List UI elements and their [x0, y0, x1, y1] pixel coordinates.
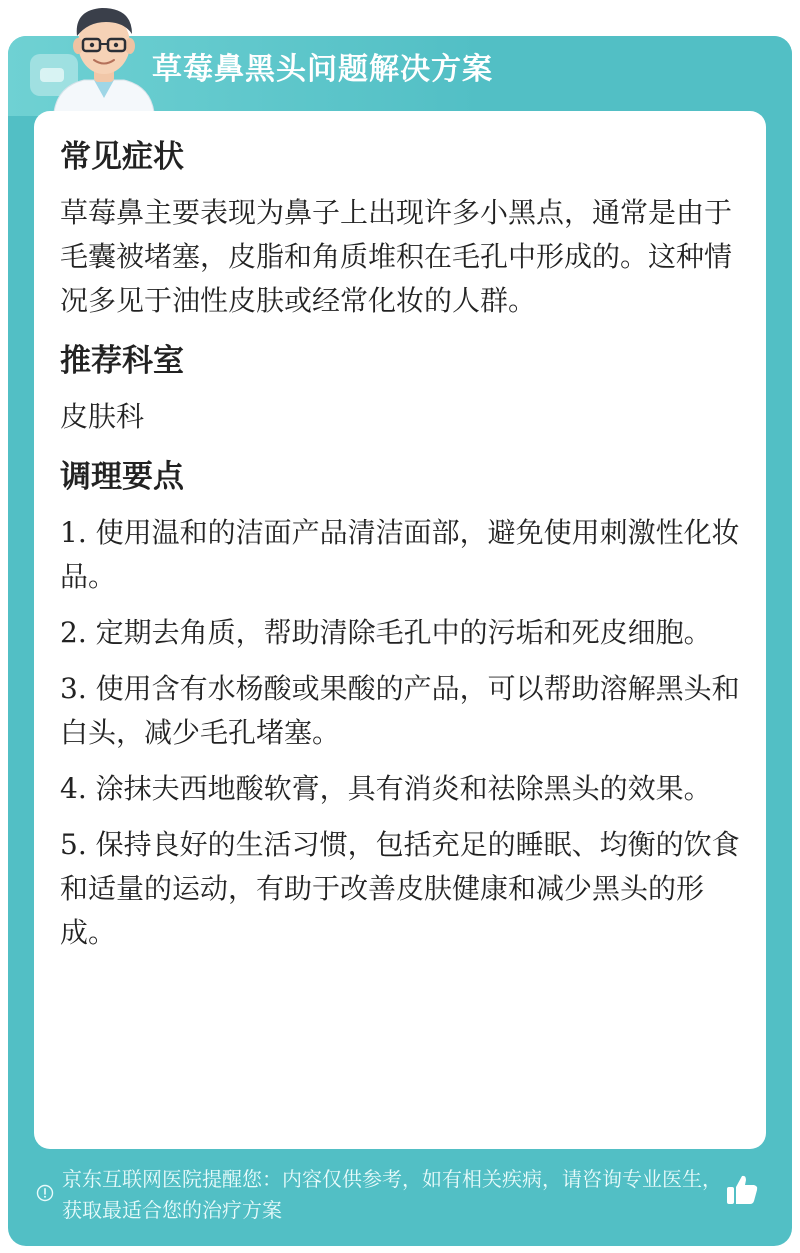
- thumbs-up-icon[interactable]: [724, 1172, 760, 1208]
- doctor-avatar-icon: [44, 0, 164, 112]
- list-item-text: 定期去角质，帮助清除毛孔中的污垢和死皮细胞。: [86, 616, 712, 649]
- list-item-text: 保持良好的生活习惯，包括充足的睡眠、均衡的饮食和适量的运动，有助于改善皮肤健康和减少黑头的形成。: [60, 828, 740, 949]
- list-item: [60, 767, 740, 811]
- section-title-care: 调理要点: [60, 459, 184, 495]
- list-item-text: 使用温和的洁面产品清洁面部，避免使用刺激性化妆品。: [60, 516, 740, 593]
- info-icon: [36, 1184, 54, 1202]
- department-text: 皮肤科: [60, 400, 145, 433]
- list-item-number: 1.: [60, 516, 87, 549]
- list-item-text: 使用含有水杨酸或果酸的产品，可以帮助溶解黑头和白头，减少毛孔堵塞。: [60, 672, 740, 749]
- list-item-number: 2.: [60, 616, 87, 649]
- list-item-number: 5.: [60, 828, 87, 861]
- list-item-number: 4.: [60, 772, 87, 805]
- symptoms-text: 草莓鼻主要表现为鼻子上出现许多小黑点，通常是由于毛囊被堵塞，皮脂和角质堆积在毛孔中形成的。这种情况多见于油性皮肤或经常化妆的人群。: [60, 196, 733, 317]
- section-title-department: 推荐科室: [60, 343, 184, 379]
- page-title: 草莓鼻黑头问题解决方案: [152, 52, 493, 87]
- list-item-number: 3.: [60, 672, 87, 705]
- list-item: [60, 511, 740, 599]
- list-item: [60, 611, 740, 655]
- list-item-text: 涂抹夫西地酸软膏，具有消炎和祛除黑头的效果。: [86, 772, 712, 805]
- list-item: [60, 823, 740, 955]
- content-card: [34, 111, 766, 1149]
- list-item: [60, 667, 740, 755]
- disclaimer-text: 京东互联网医院提醒您：内容仅供参考，如有相关疾病，请咨询专业医生，获取最适合您的治疗方案: [62, 1167, 722, 1222]
- section-title-symptoms: 常见症状: [60, 139, 184, 175]
- care-list: [60, 511, 740, 955]
